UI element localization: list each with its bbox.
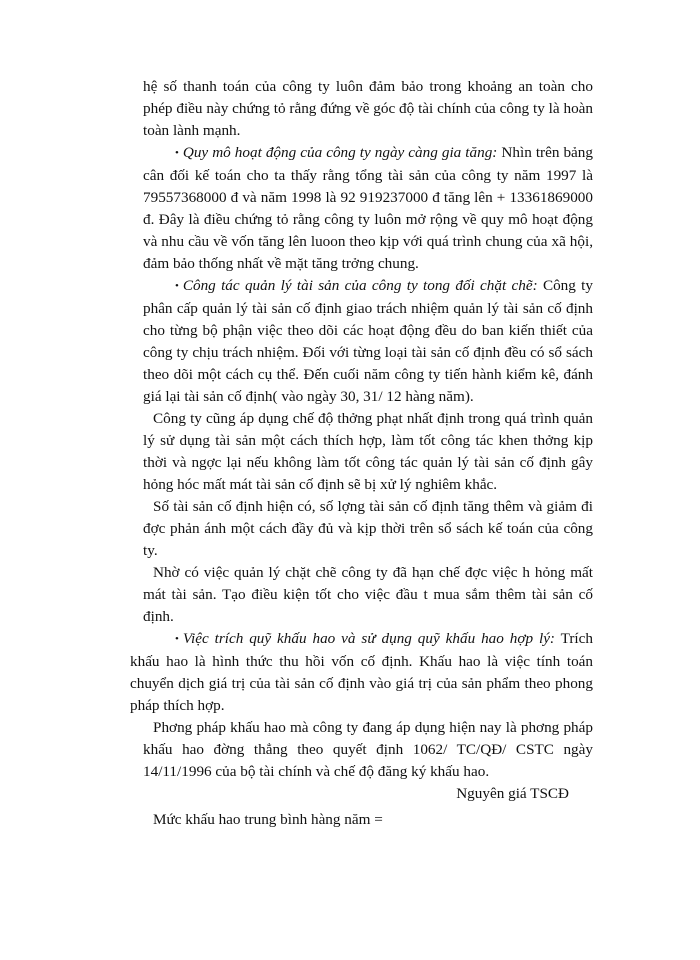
bullet-text: Công ty phân cấp quản lý tài sản cố định giao trách nhiệm quản lý tài sản cố định cho từng bộ phận việc theo dõi các hoạt động đều do ban kiến thiết của công ty chịu trách nhiệm. Đối với từng loại tài sản cố định đều có sổ sách theo dõi một cách cụ thể. Đến cuối năm công ty tiến hành kiểm kê, đánh giá lại tài sản cố định( vào ngày 30, 31/ 12 hàng năm). bbox=[143, 277, 593, 405]
bullet-text: Trích khấu hao là hình thức thu hồi vốn cố định. Khấu hao là việc tính toán chuyển dịch giá trị của tài sản cố định vào giá trị của sản phẩm theo phong pháp thích hợp. bbox=[130, 630, 593, 714]
paragraph-strict-management: Nhờ có việc quản lý chặt chẽ công ty đã hạn chế đợc việc h hỏng mất mát tài sản. Tạo điều kiện tốt cho việc đầu t mua sắm thêm tài sản cố định. bbox=[143, 564, 593, 625]
formula-lhs: Mức khấu hao trung bình hàng năm = bbox=[153, 811, 383, 828]
bullet-heading: Công tác quản lý tài sản của công ty tong đối chặt chẽ: bbox=[182, 277, 538, 294]
paragraph-depreciation-method: Phơng pháp khấu hao mà công ty đang áp dụng hiện nay là phơng pháp khấu hao đờng thẳng theo quyết định 1062/ TC/QĐ/ CSTC ngày 14/11/1996 của bộ tài chính và chế độ đăng ký khấu hao. bbox=[143, 719, 593, 780]
bullet-item-asset-management bbox=[143, 275, 593, 408]
bullet-heading: Quy mô hoạt động của công ty ngày càng gia tăng: bbox=[182, 144, 498, 161]
paragraph-intro: hệ số thanh toán của công ty luôn đảm bảo trong khoảng an toàn cho phép điều này chứng tỏ rằng đứng về góc độ tài chính của công ty là hoàn toàn lành mạnh. bbox=[143, 78, 593, 139]
bullet-item-depreciation bbox=[130, 628, 593, 717]
paragraph-asset-count: Số tài sản cố định hiện có, số lợng tài sản cố định tăng thêm và giảm đi đợc phản ánh một cách đầy đủ và kịp thời trên sổ sách kế toán của công ty. bbox=[143, 498, 593, 559]
bullet-icon: • bbox=[175, 280, 179, 292]
bullet-item-scale bbox=[143, 142, 593, 275]
formula-numerator: Nguyên giá TSCĐ bbox=[456, 785, 569, 802]
document-body bbox=[130, 76, 593, 831]
bullet-icon: • bbox=[175, 633, 179, 645]
paragraph-rewards: Công ty cũng áp dụng chế độ thởng phạt nhất định trong quá trình quản lý sử dụng tài sản một cách thích hợp, làm tốt công tác khen thởng kịp thời và ngợc lại nếu không làm tốt công tác quản lý tài sản cố định gây hỏng hóc mất mát tài sản cố định sẽ bị xử lý nghiêm khắc. bbox=[143, 410, 593, 493]
bullet-icon: • bbox=[175, 147, 179, 159]
bullet-heading: Việc trích quỹ khấu hao và sử dụng quỹ khấu hao hợp lý: bbox=[182, 630, 555, 647]
bullet-text: Nhìn trên bảng cân đối kế toán cho ta thấy rằng tổng tài sản của công ty năm 1997 là 79557368000 đ và năm 1998 là 92 919237000 đ tăng lên + 13361869000 đ. Đây là điều chứng tỏ rằng công ty luôn mở rộng về quy mô hoạt động và nhu cầu về vốn tăng lên luoon theo kịp với quá trình chung của xã hội, đảm bảo thống nhất về mặt tăng trởng chung. bbox=[143, 144, 593, 272]
